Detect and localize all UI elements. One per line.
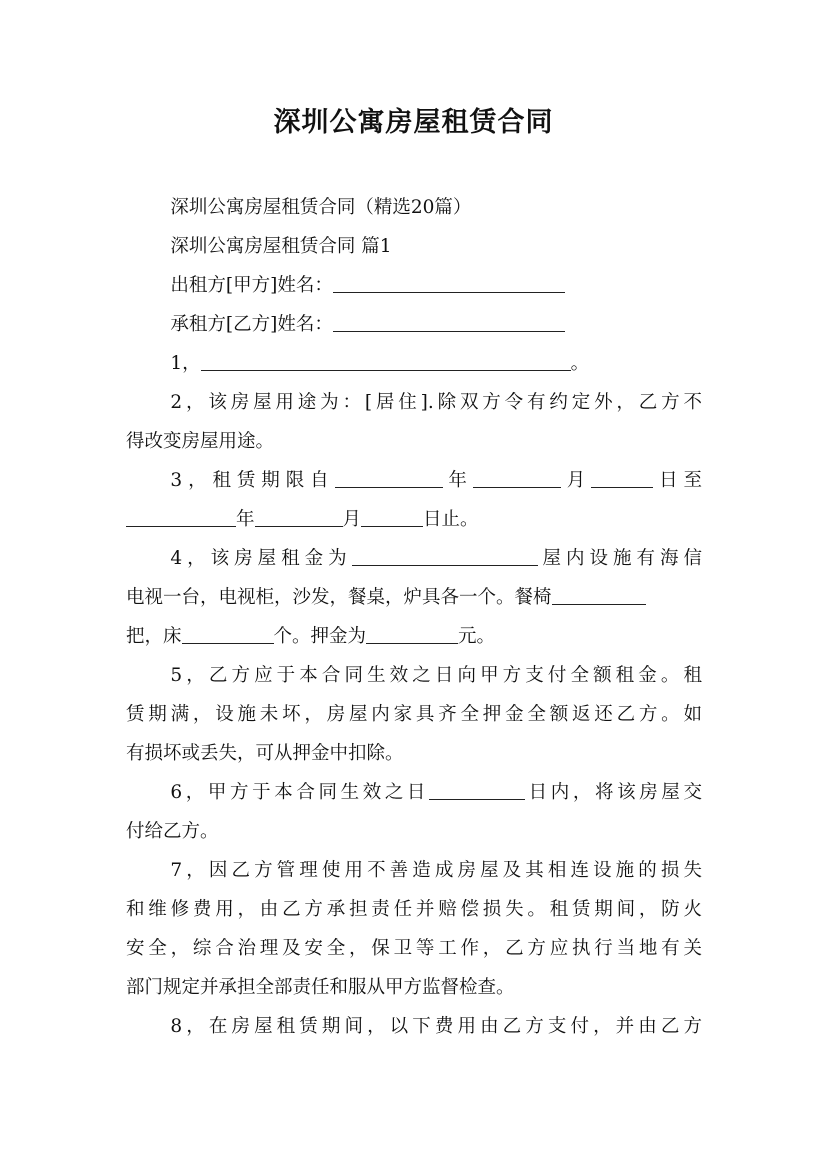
lessor-name-blank (333, 273, 565, 293)
end-month-blank (255, 507, 343, 527)
clause-7 (126, 851, 702, 1007)
clause-1-suffix: 。 (570, 353, 590, 374)
clause-3-text-f: 月 (342, 509, 362, 530)
clause-3-line-1 (126, 461, 702, 500)
lessor-label: 出租方[甲方]姓名： (170, 275, 333, 296)
clause-6-line-1 (126, 773, 702, 812)
section-heading: 深圳公寓房屋租赁合同 篇1 (170, 236, 392, 257)
clause-4-line-1 (126, 539, 702, 578)
start-year-blank (335, 468, 443, 488)
clause-8 (126, 1007, 702, 1046)
document-title: 深圳公寓房屋租赁合同 (273, 107, 554, 138)
clause-3-text-g: 日止。 (423, 509, 479, 530)
clause-3-text-c: 月 (560, 470, 592, 491)
chairs-blank (552, 585, 646, 605)
clause-5 (126, 656, 702, 773)
clause-1-prefix: 1， (170, 353, 201, 374)
clause-3 (126, 461, 702, 539)
clause-2 (126, 383, 702, 461)
end-year-blank (126, 507, 236, 527)
clause-6-text-b: 日内，将该房屋交 (525, 782, 702, 803)
clause-5-line-1: 5，乙方应于本合同生效之日向甲方支付全额租金。租 (170, 665, 702, 686)
clause-7-line-3: 安全，综合治理及安全，保卫等工作，乙方应执行当地有关 (126, 938, 702, 959)
end-day-blank (361, 507, 423, 527)
clause-2-line-1: 2，该房屋用途为：[居住].除双方令有约定外，乙方不 (170, 392, 702, 413)
clause-1-blank (201, 351, 571, 371)
clause-8-line-1: 8，在房屋租赁期间，以下费用由乙方支付，并由乙方 (170, 1016, 702, 1037)
clause-5-line-2: 赁期满，设施未坏，房屋内家具齐全押金全额返还乙方。如 (126, 704, 702, 725)
clause-4-text-a: 4，该房屋租金为 (170, 548, 352, 569)
lessee-label: 承租方[乙方]姓名： (170, 314, 333, 335)
clause-7-line-1: 7，因乙方管理使用不善造成房屋及其相连设施的损失 (170, 860, 702, 881)
clause-2-line-2: 得改变房屋用途。 (126, 431, 275, 452)
clause-3-line-2 (126, 500, 702, 539)
clause-4-line-3 (126, 617, 702, 656)
start-month-blank (473, 468, 561, 488)
clause-7-line-4: 部门规定并承担全部责任和服从甲方监督检查。 (126, 977, 515, 998)
clause-4-text-f: 元。 (458, 626, 496, 647)
deposit-blank (366, 624, 458, 644)
clause-4-text-b: 屋内设施有海信 (537, 548, 702, 569)
beds-blank (182, 624, 274, 644)
clause-4-text-c: 电视一台，电视柜，沙发，餐桌，炉具各一个。餐椅 (126, 587, 552, 608)
handover-days-blank (429, 780, 525, 800)
clause-3-text-d: 日至 (653, 470, 702, 491)
clause-4-line-2 (126, 578, 702, 617)
lessor-line (126, 266, 702, 305)
clause-6 (126, 773, 702, 851)
clause-6-line-2: 付给乙方。 (126, 821, 219, 842)
rent-blank (352, 546, 538, 566)
clause-3-text-b: 年 (442, 470, 473, 491)
clause-3-text-a: 3，租赁期限自 (170, 470, 335, 491)
subtitle: 深圳公寓房屋租赁合同（精选20篇） (170, 197, 472, 218)
clause-5-line-3: 有损坏或丢失，可从押金中扣除。 (126, 743, 404, 764)
clause-1 (126, 344, 702, 383)
clause-4 (126, 539, 702, 656)
lessee-name-blank (333, 312, 565, 332)
clause-7-line-2: 和维修费用，由乙方承担责任并赔偿损失。租赁期间，防火 (126, 899, 702, 920)
clause-4-text-e: 个。押金为 (273, 626, 367, 647)
clause-6-text-a: 6，甲方于本合同生效之日 (170, 782, 430, 803)
document-body (126, 188, 702, 1046)
clause-4-text-d: 把，床 (126, 626, 182, 647)
start-day-blank (591, 468, 653, 488)
clause-3-text-e: 年 (236, 509, 255, 530)
lessee-line (126, 305, 702, 344)
